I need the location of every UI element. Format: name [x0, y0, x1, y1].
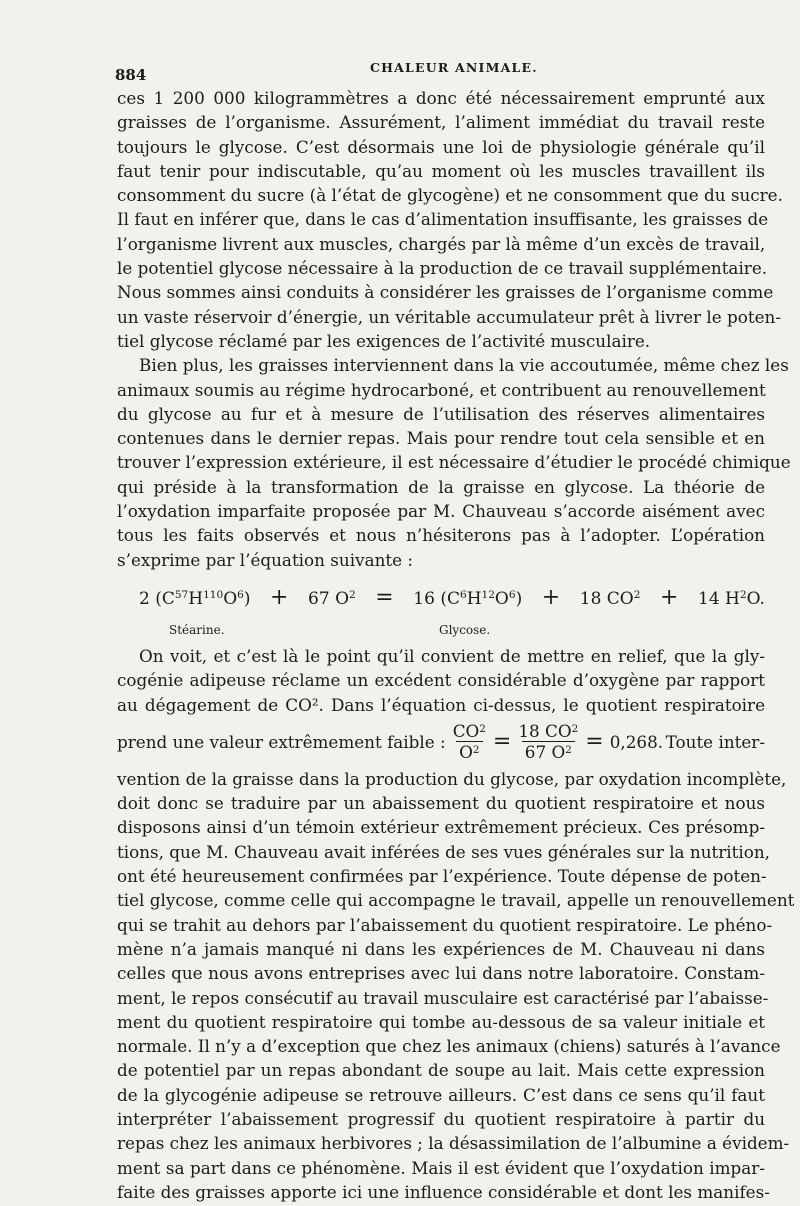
text-line: repas chez les animaux herbivores ; la désassimilation de l’albumine a évidem-	[117, 1133, 790, 1154]
respiratory-quotient-line	[117, 717, 765, 767]
text-line: toujours le glycose. C’est désormais une loi de physiologie générale qu’il	[117, 136, 765, 157]
text-line: Il faut en inférer que, dans le cas d’alimentation insuffisante, les graisses de	[117, 209, 769, 230]
text-line: disposons ainsi d’un témoin extérieur extrêmement précieux. Ces présomp-	[117, 817, 765, 838]
text-line: trouver l’expression extérieure, il est nécessaire d’étudier le procédé chimique	[117, 452, 791, 473]
text-line: un vaste réservoir d’énergie, un véritable accumulateur prêt à livrer le poten-	[117, 306, 782, 327]
text-line: au dégagement de CO². Dans l’équation ci-dessus, le quotient respiratoire	[117, 694, 765, 715]
text-line: ment du quotient respiratoire qui tombe au-dessous de sa valeur initiale et	[117, 1011, 765, 1032]
fraction-denominator: 67 $O^2$	[522, 741, 575, 762]
text-line: graisses de l’organisme. Assurément, l’aliment immédiat du travail reste	[117, 112, 765, 133]
plus-sign: +	[270, 584, 289, 610]
equals-sign: =	[375, 584, 394, 610]
text-line: consomment du sucre (à l’état de glycogène) et ne consomment que du sucre.	[117, 185, 783, 206]
fraction-co2-o2	[450, 721, 489, 762]
text-line: contenues dans le dernier repas. Mais pour rendre tout cela sensible et en	[117, 428, 765, 449]
chemical-equation	[117, 580, 765, 640]
fraction-18co2-67o2	[515, 721, 581, 762]
label-stearine: Stéarine.	[169, 622, 225, 637]
equals-sign: =	[585, 728, 604, 754]
text-line: ment sa part dans ce phénomène. Mais il est évident que l’oxydation impar-	[117, 1157, 765, 1178]
running-title: CHALEUR ANIMALE.	[370, 60, 538, 75]
equation-term-oxygen: 67 $O^2$	[308, 588, 356, 609]
text-line: tous les faits observés et nous n’hésiterons pas à l’adopter. L’opération	[117, 525, 765, 546]
paragraph-2	[117, 353, 791, 572]
text-line: Nous sommes ainsi conduits à considérer les graisses de l’organisme comme	[117, 282, 774, 303]
text-line: doit donc se traduire par un abaissement du quotient respiratoire et nous	[117, 793, 765, 814]
quotient-value: 0,268.	[609, 731, 664, 752]
text-line: faut tenir pour indiscutable, qu’au moment où les muscles travaillent ils	[117, 160, 765, 181]
page-number: 884	[115, 66, 147, 84]
text-line: celles que nous avons entreprises avec lui dans notre laboratoire. Constam-	[117, 963, 765, 984]
text-line: s’exprime par l’équation suivante :	[117, 549, 414, 570]
text-line: vention de la graisse dans la production du glycose, par oxydation incomplète,	[117, 768, 787, 789]
text-line: ment, le repos consécutif au travail musculaire est caractérisé par l’abaisse-	[117, 987, 769, 1008]
text-line: ont été heureusement confirmées par l’expérience. Toute dépense de poten-	[117, 866, 767, 887]
equals-sign: =	[492, 728, 512, 754]
text-line: On voit, et c’est là le point qu’il convient de mettre en relief, que la gly-	[139, 645, 765, 666]
text-line: qui se trahit au dehors par l’abaissement du quotient respiratoire. Le phéno-	[117, 914, 773, 935]
text-line: tions, que M. Chauveau avait inférées de ses vues générales sur la nutrition,	[117, 841, 771, 862]
text-line: de potentiel par un repas abondant de soupe au lait. Mais cette expression	[117, 1060, 765, 1081]
text-line: l’organisme livrent aux muscles, chargés par là même d’un excès de travail,	[117, 233, 766, 254]
equation-term-co2: 18 $CO^2$	[579, 588, 641, 609]
text-line: le potentiel glycose nécessaire à la production de ce travail supplémentaire.	[117, 258, 768, 279]
text-line: normale. Il n’y a d’exception que chez les animaux (chiens) saturés à l’avance	[117, 1036, 781, 1057]
text-line: Bien plus, les graisses interviennent dans la vie accoutumée, même chez les	[139, 355, 789, 376]
text-line: l’oxydation imparfaite proposée par M. Chauveau s’accorde aisément avec	[117, 501, 765, 522]
body-text	[117, 86, 795, 1204]
text-line: ces 1 200 000 kilogrammètres a donc été nécessairement emprunté aux	[117, 88, 765, 108]
label-glycose: Glycose.	[439, 622, 491, 637]
text-line: cogénie adipeuse réclame un excédent considérable d’oxygène par rapport	[117, 670, 765, 691]
fraction-numerator: $CO^2$	[452, 721, 486, 742]
text-line: du glycose au fur et à mesure de l’utilisation des réserves alimentaires	[117, 403, 765, 424]
text-line: faite des graisses apporte ici une influence considérable et dont les manifes-	[117, 1181, 770, 1202]
text-line: qui préside à la transformation de la graisse en glycose. La théorie de	[117, 476, 765, 497]
text-line: de la glycogénie adipeuse se retrouve ailleurs. C’est dans ce sens qu’il faut	[117, 1084, 765, 1105]
fraction-denominator: $O^2$	[456, 741, 482, 762]
plus-sign: +	[660, 584, 679, 610]
equation-line	[139, 586, 765, 611]
text-line: interpréter l’abaissement progressif du quotient respiratoire à partir du	[117, 1108, 765, 1129]
paragraph-3	[117, 644, 795, 1204]
paragraph-1	[117, 86, 783, 353]
fraction-tail-text: Toute inter-	[665, 731, 765, 752]
text-line: mène n’a jamais manqué ni dans les expériences de M. Chauveau ni dans	[117, 938, 765, 959]
equation-term-water: 14 $H^2O$.	[698, 588, 765, 609]
equation-term-stearine: 2 $(C^{57}H^{110}O^6)$	[139, 588, 251, 609]
page-header	[115, 58, 760, 84]
equation-term-glycose: 16 $(C^6H^{12}O^6)$	[413, 588, 523, 609]
text-line: tiel glycose réclamé par les exigences de l’activité musculaire.	[117, 330, 651, 351]
text-line: tiel glycose, comme celle qui accompagne le travail, appelle un renouvellement	[117, 890, 795, 911]
text-line: animaux soumis au régime hydrocarboné, et contribuent au renouvellement	[117, 379, 766, 400]
plus-sign: +	[541, 584, 561, 610]
fraction-lead-text: prend une valeur extrêmement faible :	[117, 731, 446, 752]
fraction-numerator: 18 $CO^2$	[518, 721, 579, 742]
